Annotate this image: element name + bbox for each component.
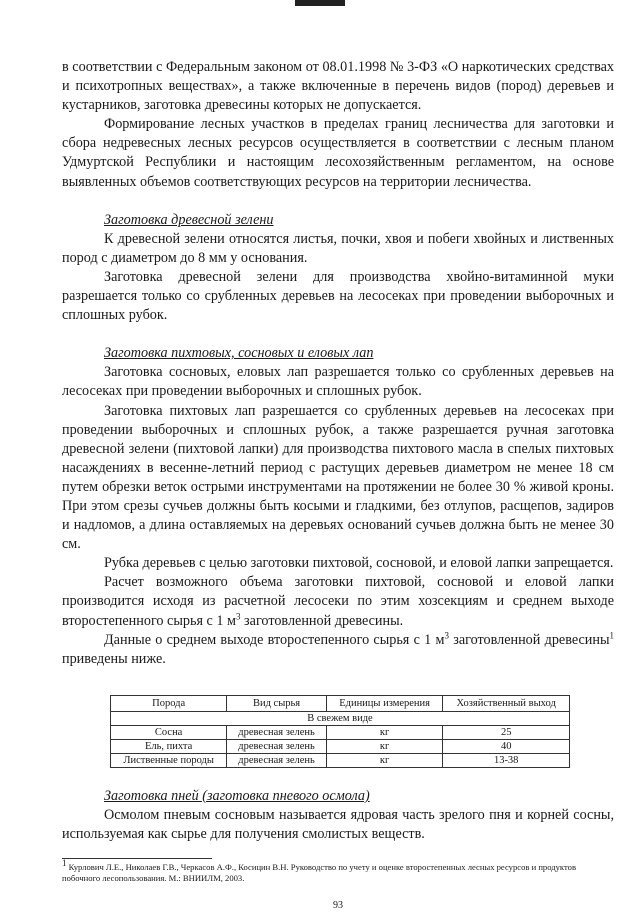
table-cell: 40 [443,739,570,753]
paragraph-forming: Формирование лесных участков в пределах границ лесничества для заготовки и сбора недревесных лесных ресурсов осуществляется в соответствии с лесным планом Удмуртской Республики и настоящим лесохозяйственным регламентом, на основе выявленных объемов соответствующих ресурсов на территории лесничества. [62,116,614,190]
paragraph-fir: Заготовка пихтовых лап разрешается со срубленных деревьев на лесосеках при проведении выборочных и сплошных рубок, а также разрешается ручная заготовка древесной зелени (пихтовой лапки) для производства пихтового масла в спелых пихтовых насаждениях в весенне-летний период с растущих деревьев диаметром не менее 18 см путем обрезки веток острыми инструментами на протяжении не более 30 % живой кроны. При этом срезы сучьев должны быть косыми и гладкими, без отлупов, расщепов, задиров и надломов, а длина оставляемых на деревьях оснований сучьев должна быть не менее 30 см. [62,402,614,553]
table-cell: древесная зелень [227,725,327,739]
yield-table-wrapper [110,695,614,768]
table-cell: древесная зелень [227,739,327,753]
table-cell: 13-38 [443,753,570,767]
table-row [111,753,570,767]
table-header-cell: Вид сырья [227,695,327,711]
paragraph-pine-spruce: Заготовка сосновых, еловых лап разрешается только со срубленных деревьев на лесосеках при проведении выборочных и сплошных рубок. [62,364,614,400]
paragraph-felling-ban: Рубка деревьев с целью заготовки пихтовой, сосновой, и еловой лапки запрещается. [104,555,614,572]
heading-branches: Заготовка пихтовых, сосновых и еловых лап [104,345,374,362]
table-subheader-cell: В свежем виде [111,711,570,725]
paragraph-data-intro: Данные о среднем выходе второстепенного сырья с 1 $м^3$ заготовленной древесины$^1$ приведены ниже. [62,629,614,667]
paragraph-greens-definition: К древесной зелени относятся листья, почки, хвоя и побеги хвойных и лиственных пород с диаметром до 8 мм у основания. [62,230,614,266]
table-row [111,725,570,739]
table-cell: Сосна [111,725,227,739]
paragraph-stumps: Осмолом пневым сосновым называется ядровая часть зрелого пня и корней сосны, используемая как сырье для получения смолистых веществ. [62,806,614,842]
table-header-cell: Хозяйственный выход [443,695,570,711]
paragraph-calculation: Расчет возможного объема заготовки пихтовой, сосновой и еловой лапки производится исходя из расчетной лесосеки по этим хозсекциям и среднем выходе второстепенного сырья с 1 $м^3$ заготовленной древесины. [62,574,614,629]
table-cell: Лиственные породы [111,753,227,767]
page-number: 93 [333,900,343,912]
table-subheader-row [111,711,570,725]
heading-stumps: Заготовка пней (заготовка пневого осмола) [104,787,370,804]
table-cell: кг [326,725,443,739]
paragraph-intro: в соответствии с Федеральным законом от 08.01.1998 № 3-ФЗ «О наркотических средствах и психотропных веществах», а также включенные в перечень видов (пород) деревьев и кустарников, заготовка древесины которых не допускается. [62,59,614,114]
table-header-cell: Порода [111,695,227,711]
table-header-row [111,695,570,711]
document-page [62,58,614,915]
footnote: $^1$ Курлович Л.Е., Николаев Г.В., Черкасов А.Ф., Косицин В.Н. Руководство по учету и оценке второстепенных лесных ресурсов и продуктов побочного лесопользования. М.: ВНИИЛМ, 2003. [62,858,576,884]
table-cell: 25 [443,725,570,739]
table-cell: древесная зелень [227,753,327,767]
table-cell: Ель, пихта [111,739,227,753]
table-row [111,739,570,753]
heading-greens: Заготовка древесной зелени [104,211,274,228]
table-cell: кг [326,753,443,767]
table-header-cell: Единицы измерения [326,695,443,711]
paragraph-greens-harvest: Заготовка древесной зелени для производства хвойно-витаминной муки разрешается только со срубленных деревьев на лесосеках при проведении выборочных и сплошных рубок. [62,268,614,324]
footnote-divider [62,858,212,859]
yield-table [110,695,570,768]
table-cell: кг [326,739,443,753]
scan-mark [295,0,345,6]
